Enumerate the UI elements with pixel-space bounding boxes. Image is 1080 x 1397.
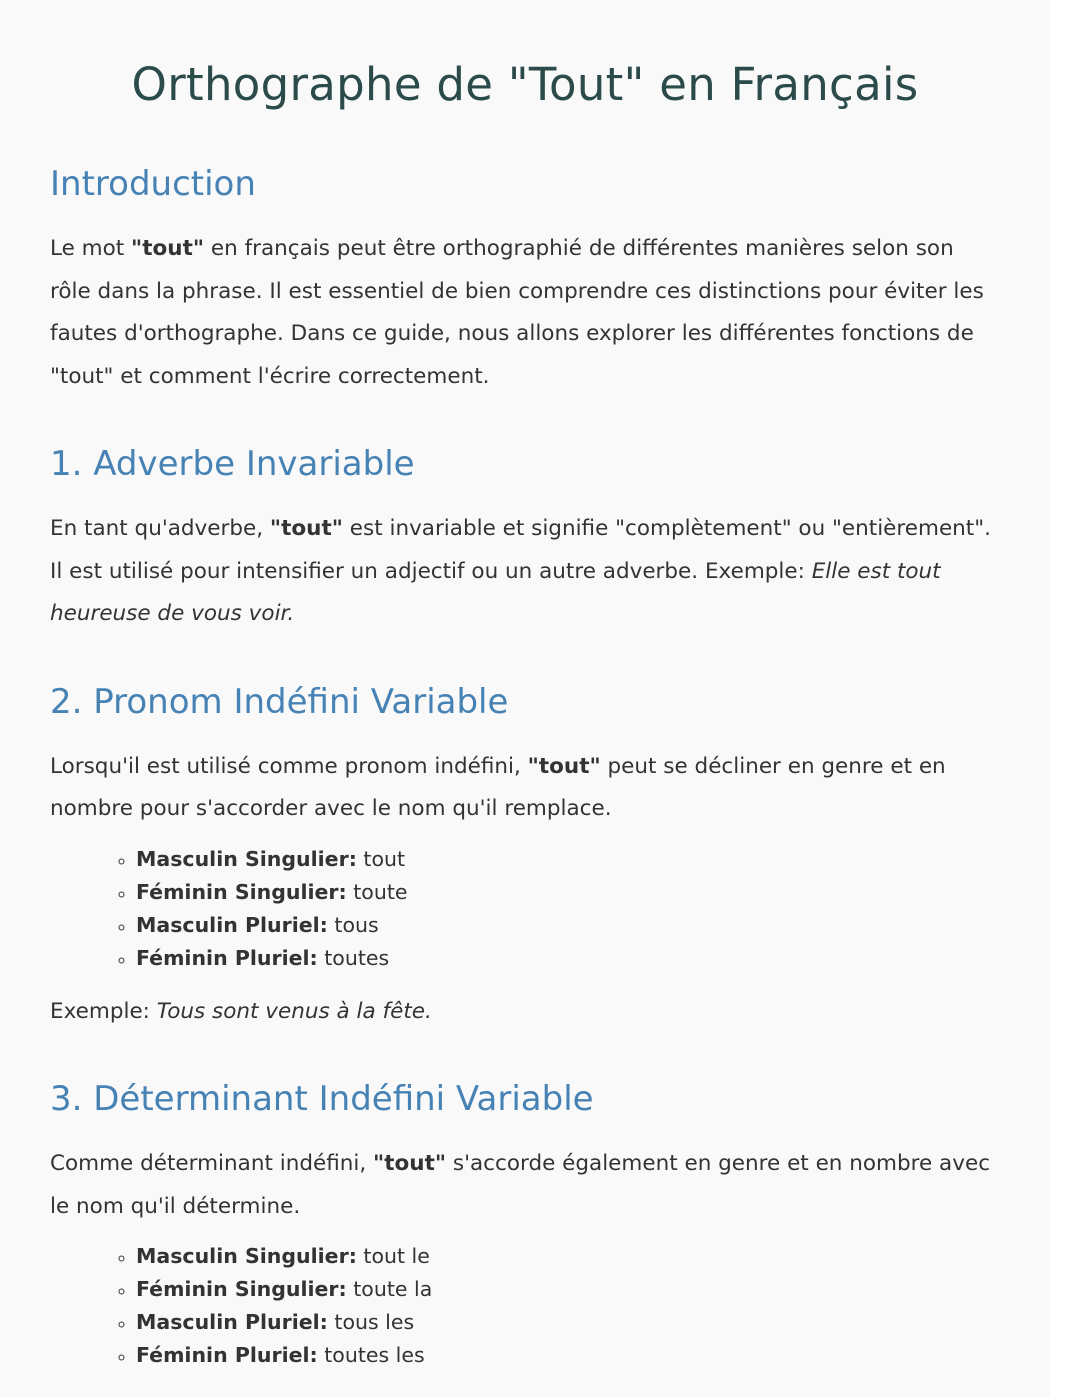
list-item [136, 1273, 1000, 1306]
pronom-paragraph [50, 746, 1000, 831]
item-value: toutes [317, 945, 390, 970]
bold-term: "tout" [131, 236, 205, 261]
list-item [136, 876, 1000, 909]
bold-term: "tout" [527, 753, 601, 779]
example-text: Elle est tout heureuse de vous voir. [50, 558, 941, 626]
item-label: Masculin Singulier: [136, 1244, 357, 1268]
list-item [136, 909, 1000, 942]
bold-term: "tout" [269, 516, 343, 541]
determinant-list [50, 1240, 1000, 1372]
item-value: tous les [327, 1310, 415, 1334]
item-label: Féminin Singulier: [136, 879, 347, 904]
list-item [136, 843, 1000, 876]
item-label: Masculin Singulier: [136, 846, 357, 871]
text: Comme déterminant indéfini, [50, 1151, 374, 1176]
item-value: toute [346, 879, 408, 904]
text: en français peut être orthographié de différentes manières selon son rôle dans la phrase. Il est essentiel de bien comprendre ces distinctions pour éviter les fautes d'orthographe. Dans ce guide, nous allons explorer les différentes fonctions de "tout" et comment l'écrire correctement. [50, 236, 984, 389]
pronom-list [50, 843, 1000, 975]
list-item [136, 1240, 1000, 1273]
item-value: toutes les [317, 1343, 425, 1367]
adverbe-paragraph [50, 508, 1000, 636]
pronom-example [50, 991, 1000, 1034]
text: peut se décliner en genre et en nombre pour s'accorder avec le nom qu'il remplace. [50, 753, 946, 821]
text: Exemple: [50, 998, 157, 1024]
list-item [136, 1339, 1000, 1372]
text: Le mot [50, 236, 132, 261]
text: est invariable et signifie "complètement" ou "entièrement". Il est utilisé pour intensifier un adjectif ou un autre adverbe. Exemple: [50, 516, 991, 584]
item-label: Féminin Singulier: [136, 1277, 347, 1301]
page-title: Orthographe de "Tout" en Français [131, 58, 919, 111]
example-text: Tous sont venus à la fête. [156, 998, 432, 1024]
item-value: tous [327, 912, 379, 937]
determinant-paragraph [50, 1143, 1000, 1228]
list-item [136, 942, 1000, 975]
item-value: toute la [346, 1277, 433, 1301]
bold-term: "tout" [373, 1151, 447, 1176]
section-heading-adverbe: 1. Adverbe Invariable [50, 444, 415, 484]
item-value: tout [356, 846, 406, 871]
item-label: Masculin Pluriel: [136, 1310, 328, 1334]
item-label: Féminin Pluriel: [136, 945, 318, 970]
section-heading-introduction: Introduction [50, 164, 256, 204]
item-value: tout le [356, 1244, 430, 1268]
item-label: Féminin Pluriel: [136, 1343, 318, 1367]
text: En tant qu'adverbe, [50, 516, 270, 541]
list-item [136, 1306, 1000, 1339]
text: Lorsqu'il est utilisé comme pronom indéfini, [50, 753, 528, 779]
item-label: Masculin Pluriel: [136, 912, 328, 937]
section-heading-determinant: 3. Déterminant Indéfini Variable [50, 1079, 594, 1119]
text: s'accorde également en genre et en nombre avec le nom qu'il détermine. [50, 1151, 991, 1219]
section-heading-pronom: 2. Pronom Indéfini Variable [50, 681, 509, 722]
intro-paragraph [50, 228, 1000, 398]
